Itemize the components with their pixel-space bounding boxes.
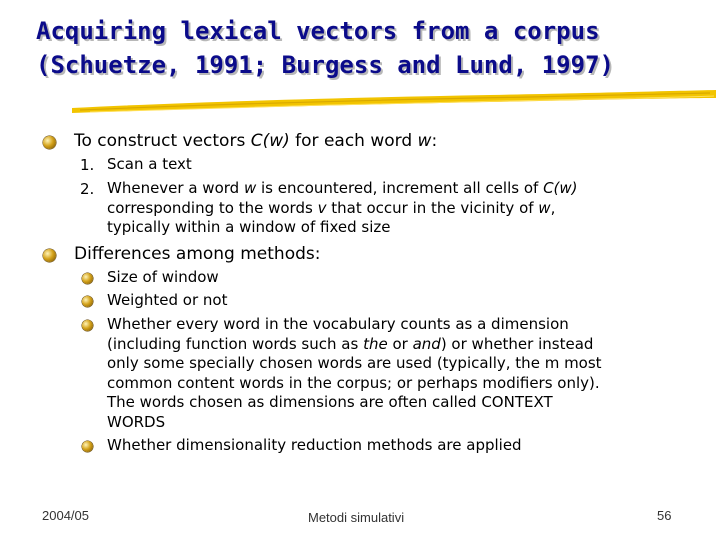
i3-l2-the: the — [363, 334, 388, 353]
step-2-l2-mid: that occur in the vicinity of — [326, 198, 539, 217]
b1-w: w — [417, 131, 432, 151]
i3-line-1: Whether every word in the vocabulary counts as a dimension — [107, 315, 569, 333]
step-2-number: 2. — [80, 180, 95, 198]
slide-title — [36, 14, 696, 82]
b1-cw: C(w) — [250, 131, 290, 151]
step-2-l2-v: v — [317, 198, 327, 217]
sub-bullet-icon — [82, 441, 93, 452]
title-underline-brush — [70, 86, 720, 116]
i3-line-5: The words chosen as dimensions are often called CONTEXT — [107, 393, 553, 411]
sub-item-window-size: Size of window — [107, 268, 219, 286]
b1-text-post: : — [431, 131, 438, 151]
i3-line-3: only some specially chosen words are used (typically, the m most — [107, 354, 602, 372]
step-2-text — [107, 179, 667, 238]
title-line-2: (Schuetze, 1991; Burgess and Lund, 1997) — [36, 51, 614, 79]
step-2-l2-post: , — [550, 198, 556, 217]
step-2-l1-w: w — [243, 179, 257, 197]
i3-line-6: WORDS — [107, 412, 166, 431]
sub-item-vocabulary-dimension — [107, 315, 667, 432]
step-2-l3: typically within a window of fixed size — [107, 218, 391, 236]
sub-item-dimensionality-reduction: Whether dimensionality reduction methods are applied — [107, 436, 522, 454]
bullet-construct-vectors — [74, 130, 437, 152]
step-2-l1-pre: Whenever a word — [107, 179, 244, 197]
step-1-number: 1. — [80, 156, 95, 174]
i3-l2-and: and — [412, 334, 441, 353]
b1-text-mid: for each word — [289, 131, 418, 151]
step-1-text: Scan a text — [107, 155, 192, 173]
step-2-l2-w: w — [538, 198, 551, 217]
bullet-icon — [43, 136, 56, 149]
i3-l2-pre: (including function words such as — [107, 334, 364, 353]
i3-l2-or: or — [387, 334, 413, 353]
sub-bullet-icon — [82, 296, 93, 307]
i3-line-4: common content words in the corpus; or perhaps modifiers only). — [107, 373, 600, 392]
sub-bullet-icon — [82, 273, 93, 284]
bullet-icon — [43, 249, 56, 262]
sub-item-weighted: Weighted or not — [107, 291, 228, 309]
step-2-l1-mid: is encountered, increment all cells of — [256, 179, 544, 197]
title-line-1: Acquiring lexical vectors from a corpus — [36, 17, 600, 45]
page-number: 56 — [657, 508, 672, 523]
i3-l2-post: ) or whether instead — [440, 334, 594, 353]
footer-course-title: Metodi simulativi — [308, 510, 405, 525]
step-2-l2-pre: corresponding to the words — [107, 198, 318, 217]
footer-date: 2004/05 — [42, 508, 89, 523]
b1-text-pre: To construct vectors — [74, 131, 251, 151]
sub-bullet-icon — [82, 320, 93, 331]
bullet-differences: Differences among methods: — [74, 244, 321, 264]
step-2-l1-cw: C(w) — [543, 179, 578, 197]
